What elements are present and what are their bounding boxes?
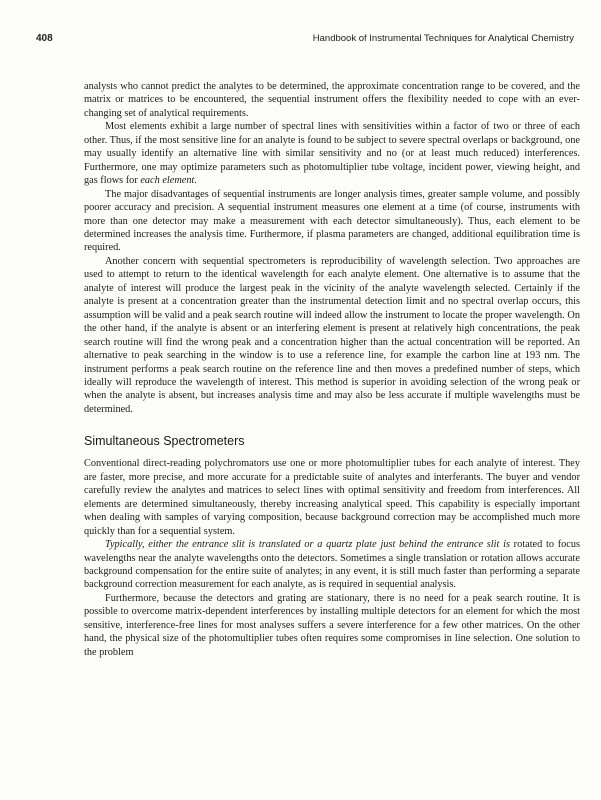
paragraph-2 [84,120,580,187]
paragraph-2-text: Most elements exhibit a large number of spectral lines with sensitivities within a factor of two or three of each other. Thus, if the most sensitive line for an analyte is found to be subject to severe spectral overlaps or background, one may usually identify an alternative line with similar sensitivity and no (or at least much reduced) interferences. Furthermore, one may optimize parameters such as photomultiplier tube voltage, incident power, viewing height, and gas flows for [84,121,580,187]
page-number: 408 [36,33,53,44]
paragraph-5 [84,457,580,538]
running-header [36,33,574,47]
paragraph-4 [84,255,580,416]
paragraph-5-text: Conventional direct-reading polychromators use one or more photomultiplier tubes for each analyte of interest. They are faster, more precise, and more accurate for a predictable suite of analytes and interferants. The buyer and vendor carefully review the analytes and matrices to select lines with optimal sensitivity and freedom from interferences. All elements are determined simultaneously, thereby increasing analytical speed. This capability is especially important when dealing with samples of varying composition, because background correction may be accomplished much more quickly than for a sequential system. [84,458,580,537]
paragraph-3-text: The major disadvantages of sequential instruments are longer analysis times, greater sample volume, and possibly poorer accuracy and precision. A sequential instrument measures one element at a time (of course, instruments with more than one detector may make a measurement with each detector simultaneously). Thus, each element to be determined increases the analysis time. Furthermore, if plasma parameters are changed, additional equilibration time is required. [84,188,580,254]
paragraph-3 [84,188,580,255]
paragraph-6 [84,538,580,592]
running-title: Handbook of Instrumental Techniques for Analytical Chemistry [312,33,574,44]
paragraph-4-text: Another concern with sequential spectrometers is reproducibility of wavelength selection. Two approaches are used to attempt to return to the identical wavelength for each analyte element. One alternative is to assume that the analyte of interest will produce the largest peak in the vicinity of the analyte wavelength selected. Certainly if the analyte is present at a concentration greater than the instrumental detection limit and no spectral overlap occurs, this assumption will be valid and a peak search routine will indeed allow the instrument to locate the proper wavelength. On the other hand, if the analyte is absent or an interfering element is present at relatively high concentrations, the peak search routine will find the wrong peak and a concentration higher than the actual concentration will be reported. An alternative to peak searching in the window is to use a reference line, for example the carbon line at 193 nm. The instrument performs a peak search routine on the reference line and then moves a predefined number of steps, which ideally will reproduce the wavelength of interest. This method is superior in avoiding selection of the wrong peak or when the analyte is absent, but increases analysis time and may also be less accurate if multiple wavelengths must be determined. [84,255,580,415]
paragraph-2-italic: each element. [140,175,197,187]
paragraph-7-text: Furthermore, because the detectors and grating are stationary, there is no need for a peak search routine. It is possible to overcome matrix-dependent interferences by installing multiple detectors for an element for which the most sensitive, interference-free lines for most analyses suffers a severe interference for a few other matrices. On the other hand, the physical size of the photomultiplier tubes often requires some compromises in line selection. One solution to the problem [84,592,580,658]
paragraph-7 [84,592,580,659]
paragraph-1-text: analysts who cannot predict the analytes to be determined, the approximate concentration range to be covered, and the matrix or matrices to be encountered, the sequential instrument offers the flexibility needed to cope with an ever-changing set of analytical requirements. [84,81,580,119]
paragraph-6-text: rotated to focus wavelengths near the analyte wavelengths onto the detectors. Sometimes a single translation or rotation allows accurate background compensation for the entire suite of analytes; in any event, it is still much faster than performing a separate background correction measurement for each analyte, as is required in sequential analysis. [84,539,581,591]
body-text [84,80,580,659]
section-heading-simultaneous-spectrometers: Simultaneous Spectrometers [84,434,245,449]
paragraph-6-italic: Typically, either the entrance slit is translated or a quartz plate just behind the entrance slit is [105,539,510,551]
paragraph-1 [84,80,580,120]
